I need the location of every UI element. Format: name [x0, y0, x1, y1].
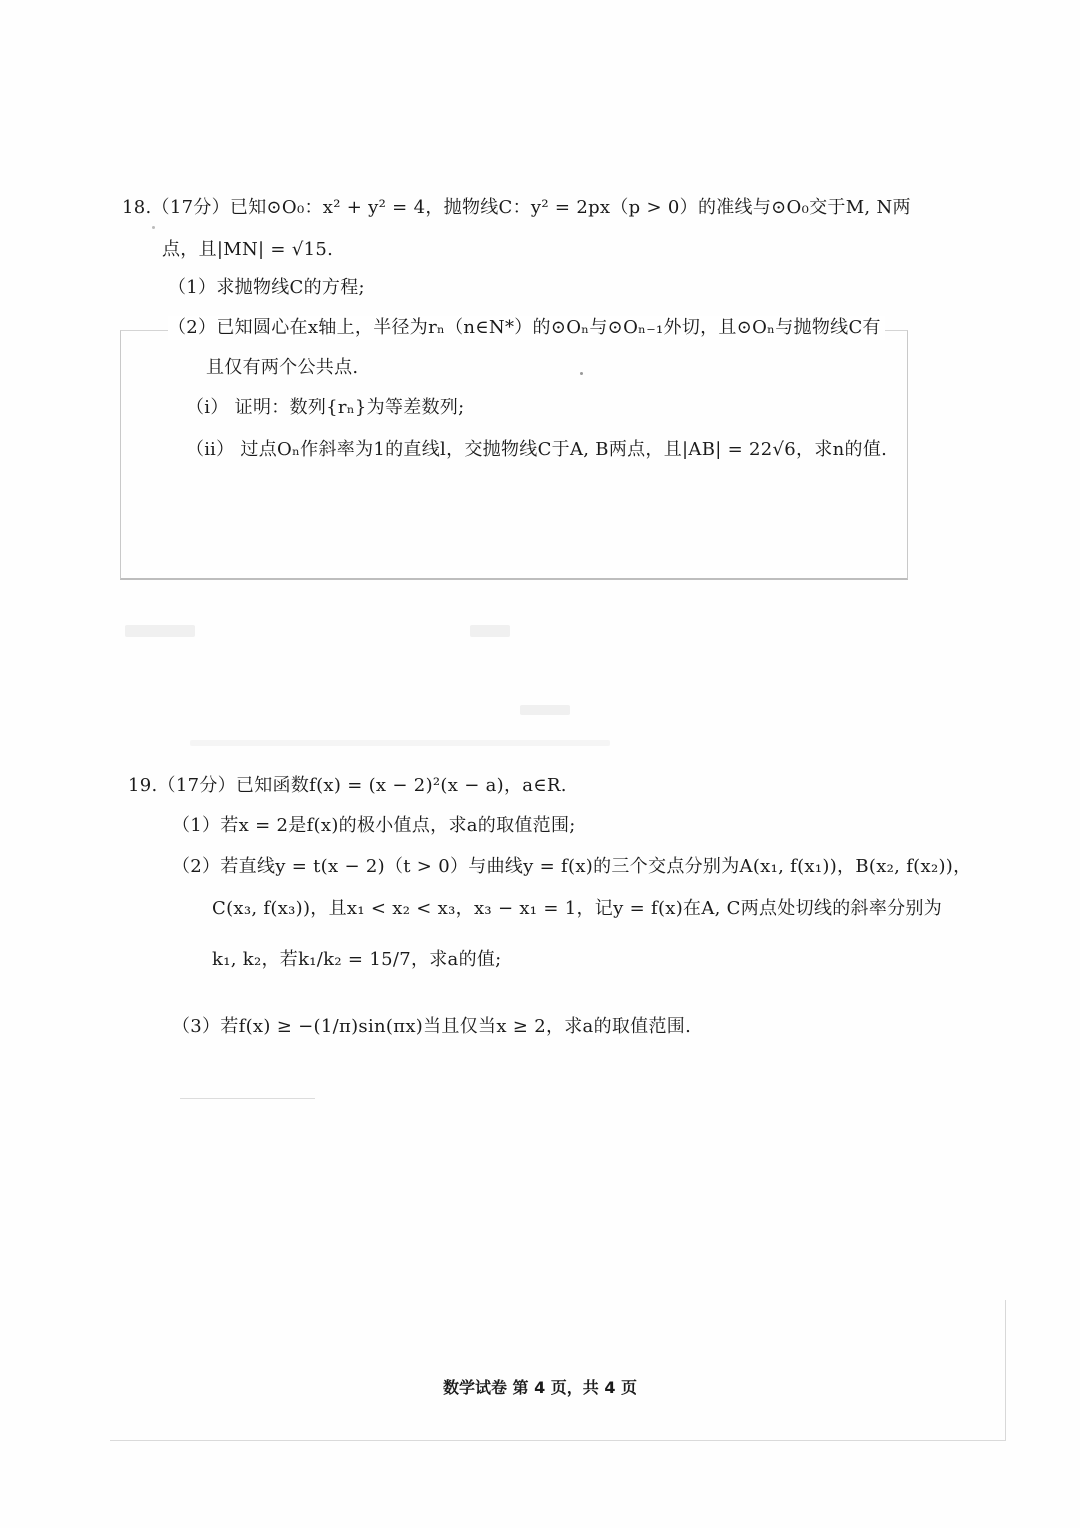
scan-artifact	[180, 1098, 315, 1099]
q18-part1: （1）求抛物线C的方程;	[168, 277, 365, 298]
scan-artifact	[125, 625, 195, 637]
q18-stem-line1: 18.（17分）已知⊙O₀：x² + y² = 4，抛物线C：y² = 2px（p > 0）的准线与⊙O₀交于M, N两	[122, 197, 911, 218]
scan-artifact	[190, 740, 610, 746]
q18-stem-line2: 点，且|MN| = √15.	[162, 239, 334, 260]
q19-part2-line2: C(x₃, f(x₃))，且x₁ < x₂ < x₃，x₃ − x₁ = 1，记y = f(x)在A, C两点处切线的斜率分别为	[212, 898, 943, 919]
q18-sub-ii: （ⅱ） 过点Oₙ作斜率为1的直线l，交抛物线C于A, B两点，且|AB| = 22√6，求n的值.	[186, 439, 888, 460]
page-edge	[1005, 1300, 1006, 1440]
q18-part2-line1: （2）已知圆心在x轴上，半径为rₙ（n∈N*）的⊙Oₙ与⊙Oₙ₋₁外切，且⊙Oₙ与抛物线C有	[168, 316, 885, 340]
q18-part2-line2: 且仅有两个公共点.	[206, 357, 359, 378]
q19-part2-line1: （2）若直线y = t(x − 2)（t > 0）与曲线y = f(x)的三个交点分别为A(x₁, f(x₁))，B(x₂, f(x₂))，	[172, 856, 972, 877]
scan-dot	[580, 372, 583, 375]
scan-artifact	[520, 705, 570, 715]
scan-dot	[152, 226, 155, 229]
q19-part2-line3: k₁, k₂，若k₁/k₂ = 15/7，求a的值;	[212, 949, 502, 970]
scan-artifact	[470, 625, 510, 637]
q19-part3: （3）若f(x) ≥ −(1/π)sin(πx)当且仅当x ≥ 2，求a的取值范围.	[172, 1016, 692, 1037]
q19-part1: （1）若x = 2是f(x)的极小值点，求a的取值范围;	[172, 815, 576, 836]
page-footer: 数学试卷 第 4 页，共 4 页	[442, 1378, 638, 1397]
q18-sub-i: （ⅰ） 证明：数列{rₙ}为等差数列;	[186, 397, 465, 418]
q19-stem: 19.（17分）已知函数f(x) = (x − 2)²(x − a)，a∈R.	[128, 775, 567, 796]
page-edge	[110, 1440, 1006, 1441]
